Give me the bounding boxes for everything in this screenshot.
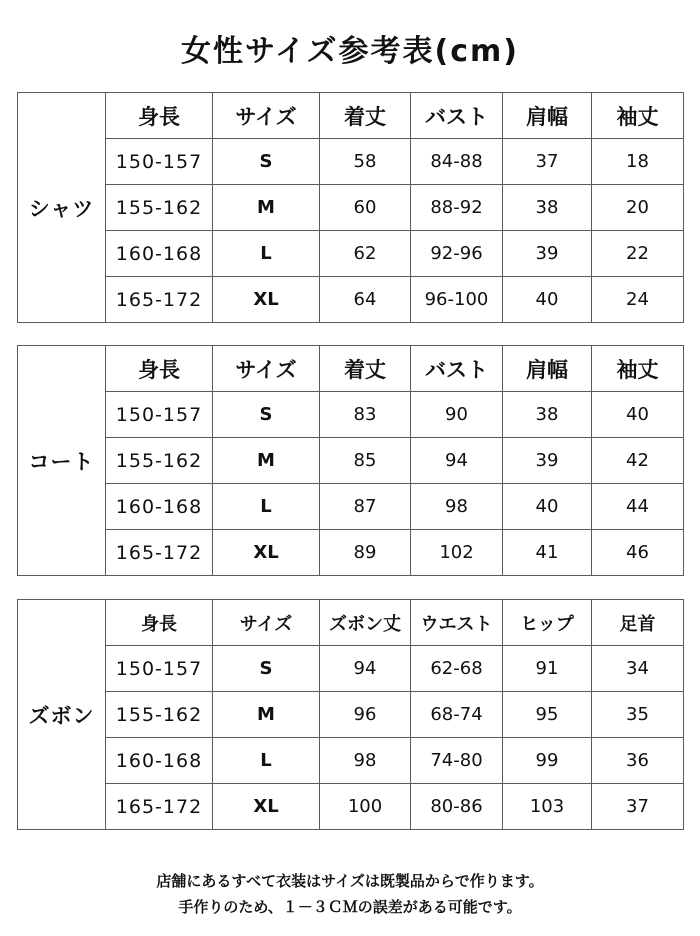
section-label: コート [18,346,106,576]
column-header: ウエスト [411,600,503,646]
height-cell: 160-168 [106,738,213,784]
height-cell: 155-162 [106,185,213,231]
value-cell: 37 [503,139,592,185]
value-cell: 41 [503,530,592,576]
value-cell: 36 [592,738,684,784]
column-header: サイズ [213,346,320,392]
value-cell: 96-100 [411,277,503,323]
section-label: シャツ [18,93,106,323]
value-cell: 89 [320,530,411,576]
column-header: 着丈 [320,93,411,139]
height-cell: 155-162 [106,438,213,484]
value-cell: 68-74 [411,692,503,738]
value-cell: 91 [503,646,592,692]
value-cell: 96 [320,692,411,738]
value-cell: 94 [411,438,503,484]
column-header: サイズ [213,600,320,646]
column-header: サイズ [213,93,320,139]
size-table-shirt [17,92,684,323]
value-cell: 94 [320,646,411,692]
table-header-row [18,346,684,392]
size-cell: L [213,484,320,530]
column-header: 身長 [106,600,213,646]
size-table-pants [17,599,684,830]
height-cell: 150-157 [106,139,213,185]
column-header: 袖丈 [592,346,684,392]
table-row [18,277,684,323]
value-cell: 103 [503,784,592,830]
size-cell: M [213,185,320,231]
value-cell: 42 [592,438,684,484]
footer-note: 手作りのため、１－３ＣＭの誤差がある可能です。 [178,898,522,916]
table-header-row [18,600,684,646]
table-row [18,139,684,185]
value-cell: 18 [592,139,684,185]
page-title: 女性サイズ参考表(cm) [180,34,520,69]
table-row [18,784,684,830]
column-header: バスト [411,346,503,392]
size-cell: XL [213,277,320,323]
size-cell: XL [213,784,320,830]
column-header: ズボン丈 [320,600,411,646]
column-header: ヒップ [503,600,592,646]
value-cell: 87 [320,484,411,530]
column-header: 肩幅 [503,93,592,139]
table-row [18,692,684,738]
footer-note: 店舗にあるすべて衣装はサイズは既製品からで作ります。 [156,872,544,890]
value-cell: 92-96 [411,231,503,277]
size-cell: L [213,231,320,277]
column-header: 足首 [592,600,684,646]
value-cell: 58 [320,139,411,185]
value-cell: 64 [320,277,411,323]
value-cell: 84-88 [411,139,503,185]
table-row [18,231,684,277]
column-header: 袖丈 [592,93,684,139]
column-header: 肩幅 [503,346,592,392]
value-cell: 38 [503,185,592,231]
value-cell: 46 [592,530,684,576]
value-cell: 40 [592,392,684,438]
column-header: バスト [411,93,503,139]
column-header: 身長 [106,93,213,139]
value-cell: 88-92 [411,185,503,231]
value-cell: 60 [320,185,411,231]
table-header-row [18,93,684,139]
size-cell: M [213,438,320,484]
size-cell: S [213,139,320,185]
size-cell: L [213,738,320,784]
value-cell: 37 [592,784,684,830]
value-cell: 100 [320,784,411,830]
value-cell: 24 [592,277,684,323]
height-cell: 155-162 [106,692,213,738]
value-cell: 74-80 [411,738,503,784]
value-cell: 38 [503,392,592,438]
value-cell: 80-86 [411,784,503,830]
value-cell: 20 [592,185,684,231]
height-cell: 150-157 [106,392,213,438]
table-row [18,392,684,438]
height-cell: 165-172 [106,784,213,830]
height-cell: 160-168 [106,484,213,530]
table-row [18,738,684,784]
value-cell: 98 [411,484,503,530]
column-header: 身長 [106,346,213,392]
value-cell: 39 [503,231,592,277]
height-cell: 160-168 [106,231,213,277]
table-row [18,484,684,530]
value-cell: 40 [503,484,592,530]
value-cell: 102 [411,530,503,576]
value-cell: 34 [592,646,684,692]
size-cell: S [213,646,320,692]
value-cell: 39 [503,438,592,484]
value-cell: 83 [320,392,411,438]
table-row [18,646,684,692]
value-cell: 95 [503,692,592,738]
value-cell: 62-68 [411,646,503,692]
value-cell: 98 [320,738,411,784]
size-cell: M [213,692,320,738]
table-row [18,438,684,484]
table-row [18,530,684,576]
section-label: ズボン [18,600,106,830]
value-cell: 62 [320,231,411,277]
value-cell: 35 [592,692,684,738]
value-cell: 22 [592,231,684,277]
size-cell: S [213,392,320,438]
table-row [18,185,684,231]
size-table-coat [17,345,684,576]
value-cell: 85 [320,438,411,484]
column-header: 着丈 [320,346,411,392]
size-cell: XL [213,530,320,576]
height-cell: 165-172 [106,277,213,323]
value-cell: 99 [503,738,592,784]
height-cell: 150-157 [106,646,213,692]
value-cell: 40 [503,277,592,323]
height-cell: 165-172 [106,530,213,576]
value-cell: 44 [592,484,684,530]
value-cell: 90 [411,392,503,438]
